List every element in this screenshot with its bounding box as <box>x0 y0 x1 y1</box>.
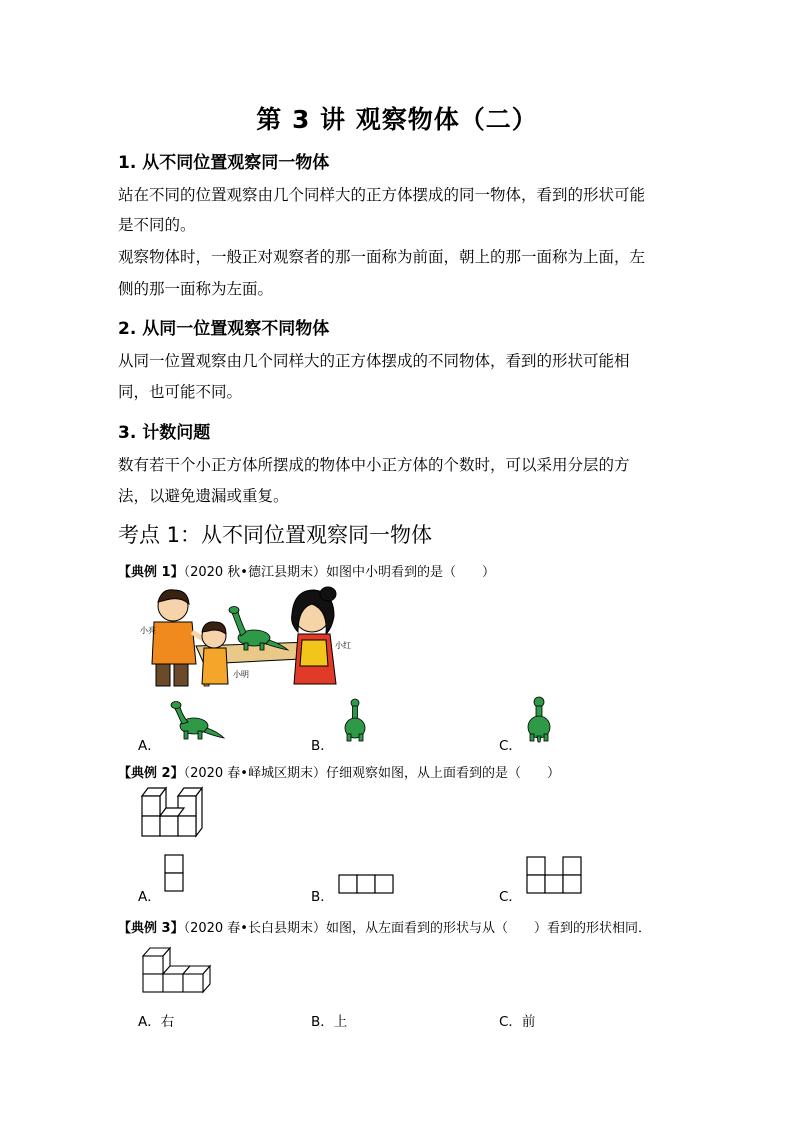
example-1-tag: 【典例 1】 <box>118 565 184 580</box>
section-2-line-1: 从同一位置观察由几个同样大的正方体摆成的不同物体，看到的形状可能相 <box>118 352 630 370</box>
example-3-option-b[interactable]: B．上 <box>311 1014 348 1030</box>
label-xiaohong: 小红 <box>335 641 351 650</box>
label-xiaoliang: 小亮 <box>140 626 156 635</box>
dinosaur-side-view-option-a[interactable] <box>164 700 226 742</box>
section-2-line-2: 同，也可能不同。 <box>118 383 243 401</box>
label-xiaoming: 小明 <box>233 670 249 679</box>
example-2-cube-figure <box>138 782 208 842</box>
two-squares-vertical-option-a[interactable] <box>164 854 184 894</box>
example-3-question <box>118 917 651 936</box>
example-3-text: （2020 春•长白县期末）如图，从左面看到的形状与从（ ）看到的形状相同． <box>183 921 651 936</box>
section-3-line-2: 法，以避免遗漏或重复。 <box>118 487 289 505</box>
example-1-option-a-label[interactable]: A． <box>138 738 161 754</box>
section-1-line-1: 站在不同的位置观察由几个同样大的正方体摆成的同一物体，看到的形状可能 <box>118 186 646 204</box>
page-title: 第 3 讲 观察物体（二） <box>256 105 538 134</box>
example-1-question <box>118 561 495 580</box>
example-1-option-b-label[interactable]: B． <box>311 738 334 754</box>
example-2-option-a-label[interactable]: A． <box>138 889 161 905</box>
example-1-option-c-label[interactable]: C． <box>499 738 522 754</box>
section-1-line-2: 是不同的。 <box>118 216 196 234</box>
example-3-option-a[interactable]: A．右 <box>138 1014 175 1030</box>
section-heading-1: 1. 从不同位置观察同一物体 <box>118 153 330 173</box>
section-3-line-1: 数有若干个小正方体所摆成的物体中小正方体的个数时，可以采用分层的方 <box>118 456 630 474</box>
dinosaur-back-view-option-c[interactable] <box>527 696 551 742</box>
section-heading-3: 3. 计数问题 <box>118 423 211 443</box>
section-1-line-4: 侧的那一面称为左面。 <box>118 280 274 298</box>
example-3-cube-figure <box>140 944 220 994</box>
example-1-scene-illustration <box>136 588 372 688</box>
example-2-tag: 【典例 2】 <box>118 766 184 781</box>
example-2-question <box>118 762 560 781</box>
example-1-text: （2020 秋•德江县期末）如图中小明看到的是（ ） <box>183 565 495 580</box>
example-2-text: （2020 春•峄城区期末）仔细观察如图，从上面看到的是（ ） <box>183 766 560 781</box>
kaodian-heading: 考点 1：从不同位置观察同一物体 <box>118 523 433 547</box>
three-squares-row-option-b[interactable] <box>338 874 396 894</box>
example-2-option-b-label[interactable]: B． <box>311 889 334 905</box>
u-shape-squares-option-c[interactable] <box>526 856 584 896</box>
section-heading-2: 2. 从同一位置观察不同物体 <box>118 319 330 339</box>
example-2-option-c-label[interactable]: C． <box>499 889 522 905</box>
example-3-tag: 【典例 3】 <box>118 921 184 936</box>
example-3-option-c[interactable]: C．前 <box>499 1014 536 1030</box>
dinosaur-front-view-option-b[interactable] <box>344 698 366 742</box>
section-1-line-3: 观察物体时，一般正对观察者的那一面称为前面，朝上的那一面称为上面，左 <box>118 248 646 266</box>
